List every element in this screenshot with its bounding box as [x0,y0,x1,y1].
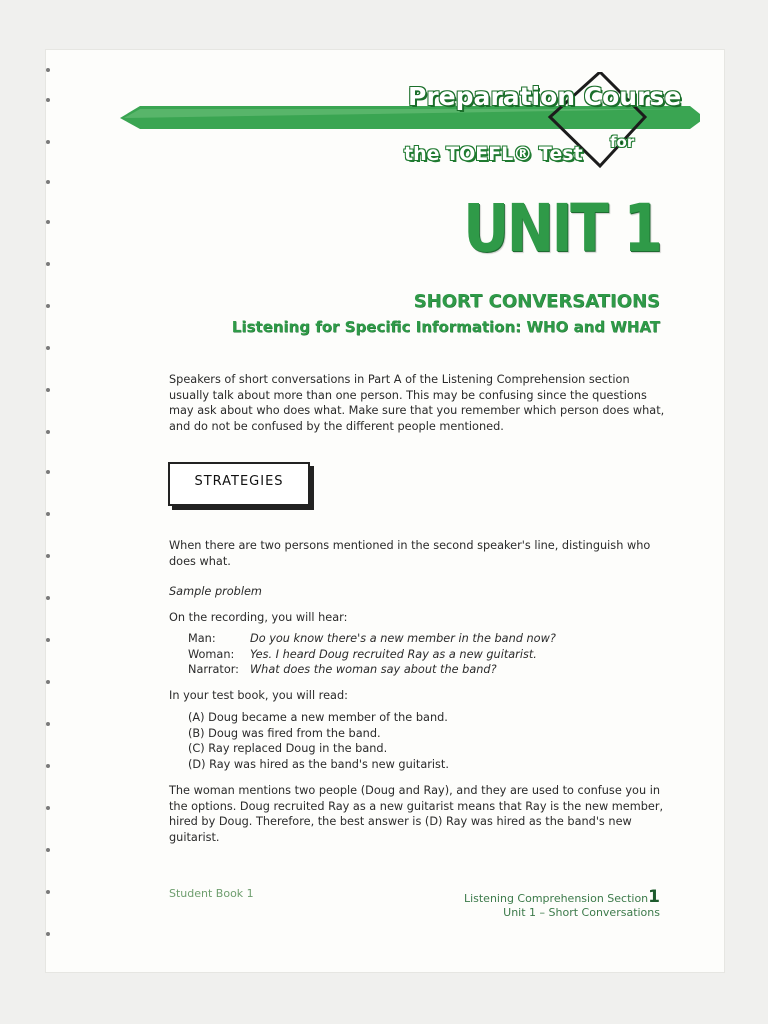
speaker-line: Yes. I heard Doug recruited Ray as a new guitarist. [250,647,537,661]
dialog-line [188,647,556,663]
footer-unit: Unit 1 – Short Conversations [503,906,660,919]
speaker: Narrator: [188,663,239,676]
speaker: Woman: [188,647,235,661]
course-title: Preparation Course [408,82,682,111]
footer-section-number: 1 [648,887,660,907]
dialog-line [188,662,556,678]
answer-options [188,710,449,772]
section-subtitle: Listening for Specific Information: WHO and WHAT [231,318,660,336]
read-label: In your test book, you will read: [169,689,348,702]
footer-book: Student Book 1 [169,887,254,900]
option-a: (A) Doug became a new member of the band. [188,711,448,724]
unit-title: UNIT 1 [462,190,660,267]
footer-section-label: Listening Comprehension Section [463,892,649,905]
footer-section [464,887,660,907]
explanation-paragraph: The woman mentions two people (Doug and Ray), and they are used to confuse you in the options. Doug recruited Ray as a new guitarist means that Ray is the new member, hired by Doug. Therefore, the best answer is (D) Ray was hired as the band's new guitarist. [169,784,664,844]
option-c: (C) Ray replaced Doug in the band. [188,742,388,755]
sample-label: Sample problem [169,585,262,598]
speaker-line: Do you know there's a new member in the band now? [250,632,556,645]
speaker-line: What does the woman say about the band? [250,663,497,676]
course-title-for: for [610,133,635,151]
dialog-line [188,631,556,647]
option-d: (D) Ray was hired as the band's new guitarist. [188,757,449,771]
dialog [188,631,556,678]
section-title: SHORT CONVERSATIONS [413,291,660,312]
strategies-label: STRATEGIES [194,474,284,489]
course-subtitle: the TOEFL® Test [404,143,583,165]
binder-holes [46,50,56,972]
intro-paragraph: Speakers of short conversations in Part A of the Listening Comprehension section usually talk about more than one person. This may be confusing since the questions may ask about who does what. Make sure that you remember which person does what, and do not be confused by the different people mentioned. [169,373,665,433]
speaker: Man: [188,632,216,645]
strategy-text: When there are two persons mentioned in the second speaker's line, distinguish who does what. [169,539,651,568]
option-b: (B) Doug was fired from the band. [188,726,381,740]
hear-label: On the recording, you will hear: [169,611,348,624]
strategies-box [168,462,310,506]
